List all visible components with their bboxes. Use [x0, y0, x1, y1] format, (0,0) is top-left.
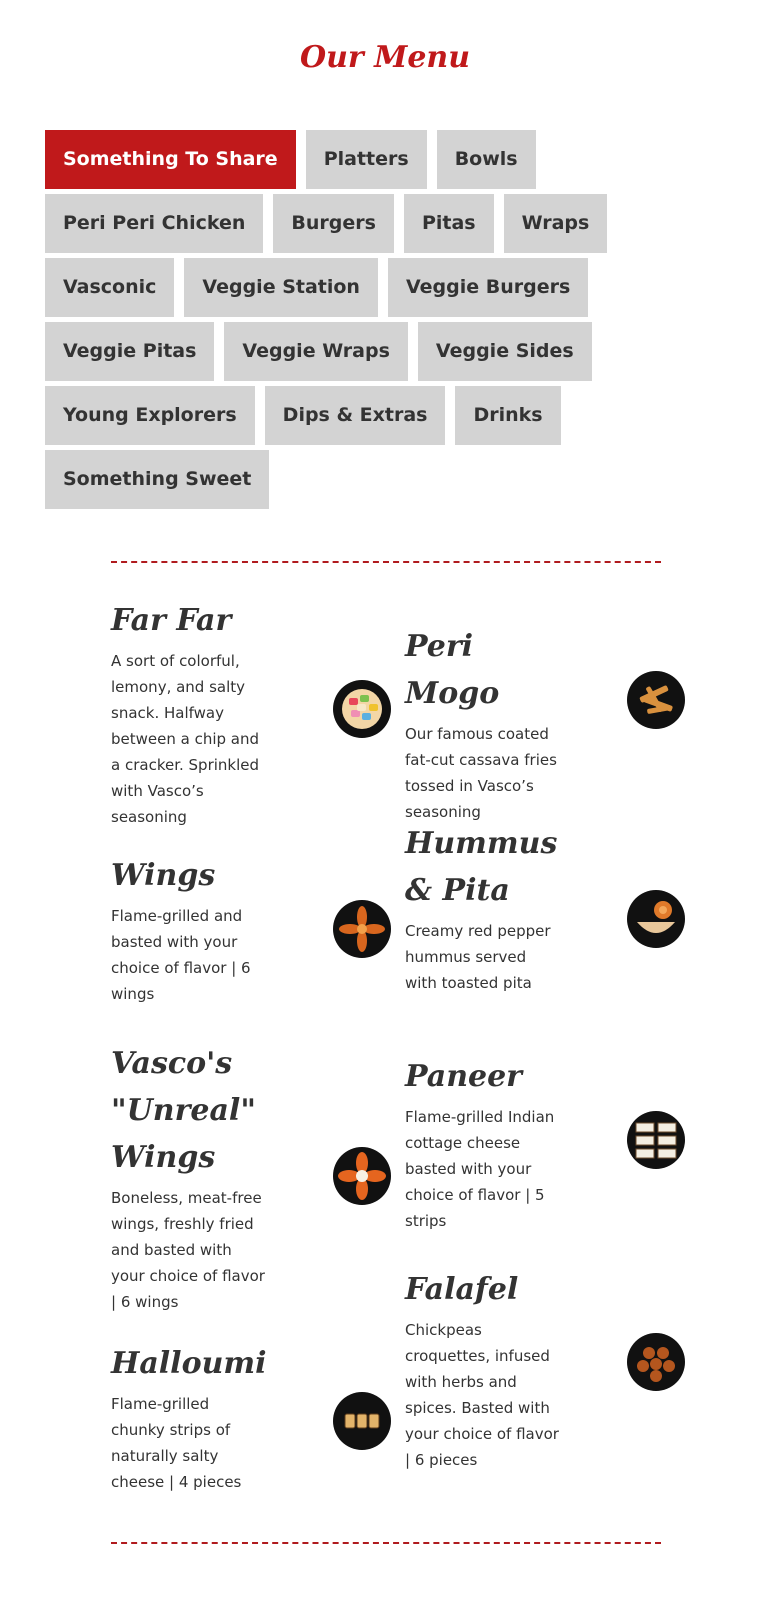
menu-item-hummus-pita[interactable]: [405, 820, 685, 996]
item-description: Flame-grilled chunky strips of naturally salty cheese | 4 pieces: [111, 1395, 242, 1491]
halloumi-icon: [333, 1392, 391, 1450]
tab-platters[interactable]: Platters: [306, 130, 427, 189]
tab-veggie-burgers[interactable]: Veggie Burgers: [388, 258, 588, 317]
tab-peri-peri-chicken[interactable]: Peri Peri Chicken: [45, 194, 263, 253]
item-description: Boneless, meat-free wings, freshly fried and basted with your choice of flavor | 6 wings: [111, 1189, 265, 1311]
item-name: Hummus & Pita: [405, 826, 558, 908]
tab-vasconic[interactable]: Vasconic: [45, 258, 174, 317]
falafel-icon: [627, 1333, 685, 1391]
item-description: Chickpeas croquettes, infused with herbs and spices. Basted with your choice of flavor | 6 pieces: [405, 1321, 559, 1469]
paneer-icon: [627, 1111, 685, 1169]
tab-something-to-share[interactable]: Something To Share: [45, 130, 296, 189]
tab-drinks[interactable]: Drinks: [455, 386, 560, 445]
item-name: Vasco's "Unreal" Wings: [111, 1046, 256, 1175]
tab-veggie-pitas[interactable]: Veggie Pitas: [45, 322, 214, 381]
menu-item-falafel[interactable]: [405, 1266, 685, 1473]
menu-item-paneer[interactable]: [405, 1053, 685, 1234]
wings-icon: [333, 900, 391, 958]
bottom-divider: [111, 1542, 661, 1544]
category-tabs: [45, 130, 665, 514]
tab-young-explorers[interactable]: Young Explorers: [45, 386, 255, 445]
tab-dips-extras[interactable]: Dips & Extras: [265, 386, 446, 445]
item-name: Wings: [111, 858, 216, 893]
tab-pitas[interactable]: Pitas: [404, 194, 494, 253]
tab-bowls[interactable]: Bowls: [437, 130, 536, 189]
item-description: Flame-grilled and basted with your choice of flavor | 6 wings: [111, 907, 251, 1003]
menu-item-far-far[interactable]: [111, 597, 391, 830]
tab-something-sweet[interactable]: Something Sweet: [45, 450, 269, 509]
tab-veggie-wraps[interactable]: Veggie Wraps: [224, 322, 408, 381]
item-name: Halloumi: [111, 1346, 267, 1381]
menu-item-peri-mogo[interactable]: [405, 623, 685, 825]
top-divider: [111, 561, 661, 563]
menu-item-unreal-wings[interactable]: [111, 1040, 391, 1315]
item-name: Paneer: [405, 1059, 522, 1094]
tab-burgers[interactable]: Burgers: [273, 194, 394, 253]
item-description: Our famous coated fat-cut cassava fries tossed in Vasco’s seasoning: [405, 725, 557, 821]
menu-item-wings[interactable]: [111, 852, 391, 1007]
menu-item-halloumi[interactable]: [111, 1340, 391, 1495]
item-name: Falafel: [405, 1272, 519, 1307]
hummus-pita-icon: [627, 890, 685, 948]
tab-wraps[interactable]: Wraps: [504, 194, 608, 253]
item-description: A sort of colorful, lemony, and salty snack. Halfway between a chip and a cracker. Sprinkled with Vasco’s seasoning: [111, 652, 260, 826]
item-name: Far Far: [111, 603, 232, 638]
tab-veggie-station[interactable]: Veggie Station: [184, 258, 378, 317]
peri-mogo-icon: [627, 671, 685, 729]
item-description: Flame-grilled Indian cottage cheese basted with your choice of flavor | 5 strips: [405, 1108, 555, 1230]
unreal-wings-icon: [333, 1147, 391, 1205]
page-title: Our Menu: [299, 40, 471, 75]
item-description: Creamy red pepper hummus served with toasted pita: [405, 922, 551, 992]
item-name: Peri Mogo: [405, 629, 500, 711]
far-far-icon: [333, 680, 391, 738]
tab-veggie-sides[interactable]: Veggie Sides: [418, 322, 592, 381]
